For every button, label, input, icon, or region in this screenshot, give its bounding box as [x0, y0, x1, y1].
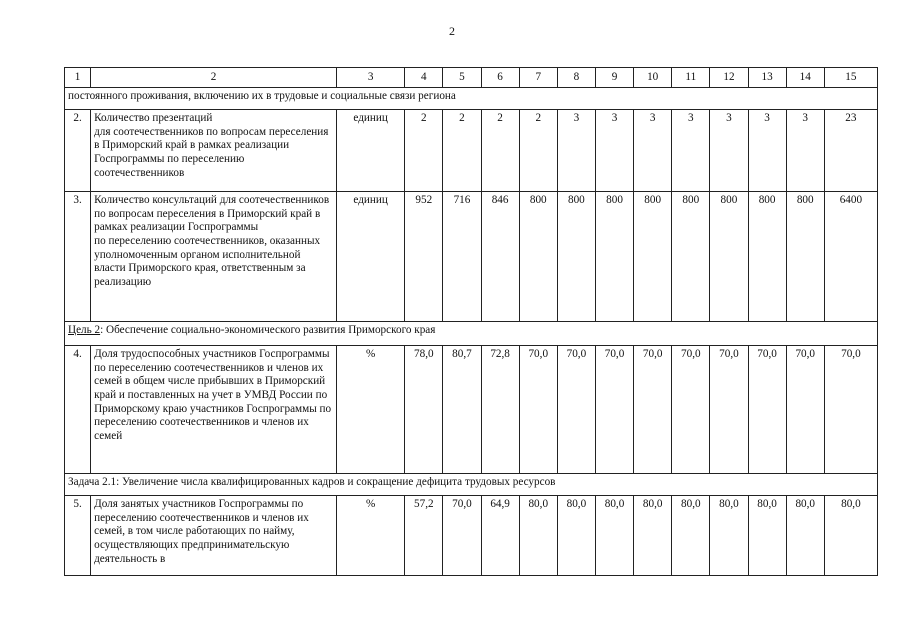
- value-cell: 800: [748, 192, 786, 322]
- task-heading: Задача 2.1: Увеличение числа квалифицированных кадров и сокращение дефицита трудовых ресурсов: [65, 474, 878, 496]
- unit-cell: %: [337, 346, 405, 474]
- value-cell: 70,0: [748, 346, 786, 474]
- value-cell: 80,0: [748, 496, 786, 576]
- value-cell: 800: [634, 192, 672, 322]
- indicators-table: [64, 67, 878, 576]
- value-cell: 70,0: [634, 346, 672, 474]
- row-number: 2.: [65, 110, 91, 192]
- header-cell: 6: [481, 68, 519, 88]
- value-cell: 3: [672, 110, 710, 192]
- value-cell: 72,8: [481, 346, 519, 474]
- value-cell: 23: [824, 110, 877, 192]
- value-cell: 800: [519, 192, 557, 322]
- unit-cell: единиц: [337, 192, 405, 322]
- value-cell: 80,0: [557, 496, 595, 576]
- header-cell: 12: [710, 68, 748, 88]
- header-cell: 2: [91, 68, 337, 88]
- value-cell: 2: [405, 110, 443, 192]
- value-cell: 80,0: [672, 496, 710, 576]
- header-row: [65, 68, 878, 88]
- value-cell: 70,0: [443, 496, 481, 576]
- value-cell: 2: [481, 110, 519, 192]
- unit-cell: единиц: [337, 110, 405, 192]
- value-cell: 846: [481, 192, 519, 322]
- indicator-name: Количество консультаций для соотечественников по вопросам переселения в Приморский край в рамках реализации Госпрограммы по переселению соотечественников, оказанных уполномоченным органом исполнительной власти Приморского края, ответственным за реализацию: [91, 192, 337, 322]
- header-cell: 4: [405, 68, 443, 88]
- header-cell: 10: [634, 68, 672, 88]
- header-cell: 11: [672, 68, 710, 88]
- value-cell: 80,0: [595, 496, 633, 576]
- table-row: [65, 346, 878, 474]
- value-cell: 80,0: [519, 496, 557, 576]
- indicator-name: Доля трудоспособных участников Госпрограммы по переселению соотечественников и членов их семей в общем числе прибывших в Приморский край и поставленных на учет в УМВД России по Приморскому краю участников Госпрограммы по переселению соотечественников и членов их семей: [91, 346, 337, 474]
- header-cell: 14: [786, 68, 824, 88]
- section-row: [65, 88, 878, 110]
- value-cell: 6400: [824, 192, 877, 322]
- row-number: 4.: [65, 346, 91, 474]
- goal-label: Цель 2: [68, 324, 101, 336]
- section-continuation-text: постоянного проживания, включению их в трудовые и социальные связи региона: [65, 88, 878, 110]
- value-cell: 3: [595, 110, 633, 192]
- value-cell: 70,0: [519, 346, 557, 474]
- value-cell: 80,0: [786, 496, 824, 576]
- value-cell: 952: [405, 192, 443, 322]
- goal-heading: [65, 322, 878, 346]
- value-cell: 64,9: [481, 496, 519, 576]
- value-cell: 70,0: [710, 346, 748, 474]
- indicator-name: Количество презентаций для соотечественников по вопросам переселения в Приморский край в рамках реализации Госпрограммы по переселению соотечественников: [91, 110, 337, 192]
- table-row: [65, 496, 878, 576]
- value-cell: 80,0: [824, 496, 877, 576]
- page-number: 2: [449, 24, 455, 38]
- value-cell: 80,7: [443, 346, 481, 474]
- value-cell: 2: [519, 110, 557, 192]
- value-cell: 3: [748, 110, 786, 192]
- header-cell: 8: [557, 68, 595, 88]
- value-cell: 3: [634, 110, 672, 192]
- value-cell: 800: [672, 192, 710, 322]
- header-cell: 9: [595, 68, 633, 88]
- table-row: [65, 192, 878, 322]
- value-cell: 70,0: [595, 346, 633, 474]
- value-cell: 57,2: [405, 496, 443, 576]
- table-row: [65, 110, 878, 192]
- value-cell: 3: [710, 110, 748, 192]
- value-cell: 80,0: [710, 496, 748, 576]
- row-number: 5.: [65, 496, 91, 576]
- value-cell: 800: [557, 192, 595, 322]
- value-cell: 70,0: [824, 346, 877, 474]
- header-cell: 15: [824, 68, 877, 88]
- value-cell: 78,0: [405, 346, 443, 474]
- section-row: [65, 322, 878, 346]
- header-cell: 5: [443, 68, 481, 88]
- value-cell: 70,0: [557, 346, 595, 474]
- value-cell: 3: [557, 110, 595, 192]
- value-cell: 3: [786, 110, 824, 192]
- value-cell: 800: [710, 192, 748, 322]
- header-cell: 13: [748, 68, 786, 88]
- value-cell: 800: [786, 192, 824, 322]
- value-cell: 716: [443, 192, 481, 322]
- value-cell: 2: [443, 110, 481, 192]
- indicator-name: Доля занятых участников Госпрограммы по переселению соотечественников и членов их семей, в том числе работающих по найму, осуществляющих предпринимательскую деятельность в: [91, 496, 337, 576]
- header-cell: 3: [337, 68, 405, 88]
- value-cell: 80,0: [634, 496, 672, 576]
- value-cell: 800: [595, 192, 633, 322]
- section-row: [65, 474, 878, 496]
- header-cell: 7: [519, 68, 557, 88]
- goal-text: : Обеспечение социально-экономического развития Приморского края: [100, 324, 436, 336]
- header-cell: 1: [65, 68, 91, 88]
- unit-cell: %: [337, 496, 405, 576]
- row-number: 3.: [65, 192, 91, 322]
- value-cell: 70,0: [786, 346, 824, 474]
- value-cell: 70,0: [672, 346, 710, 474]
